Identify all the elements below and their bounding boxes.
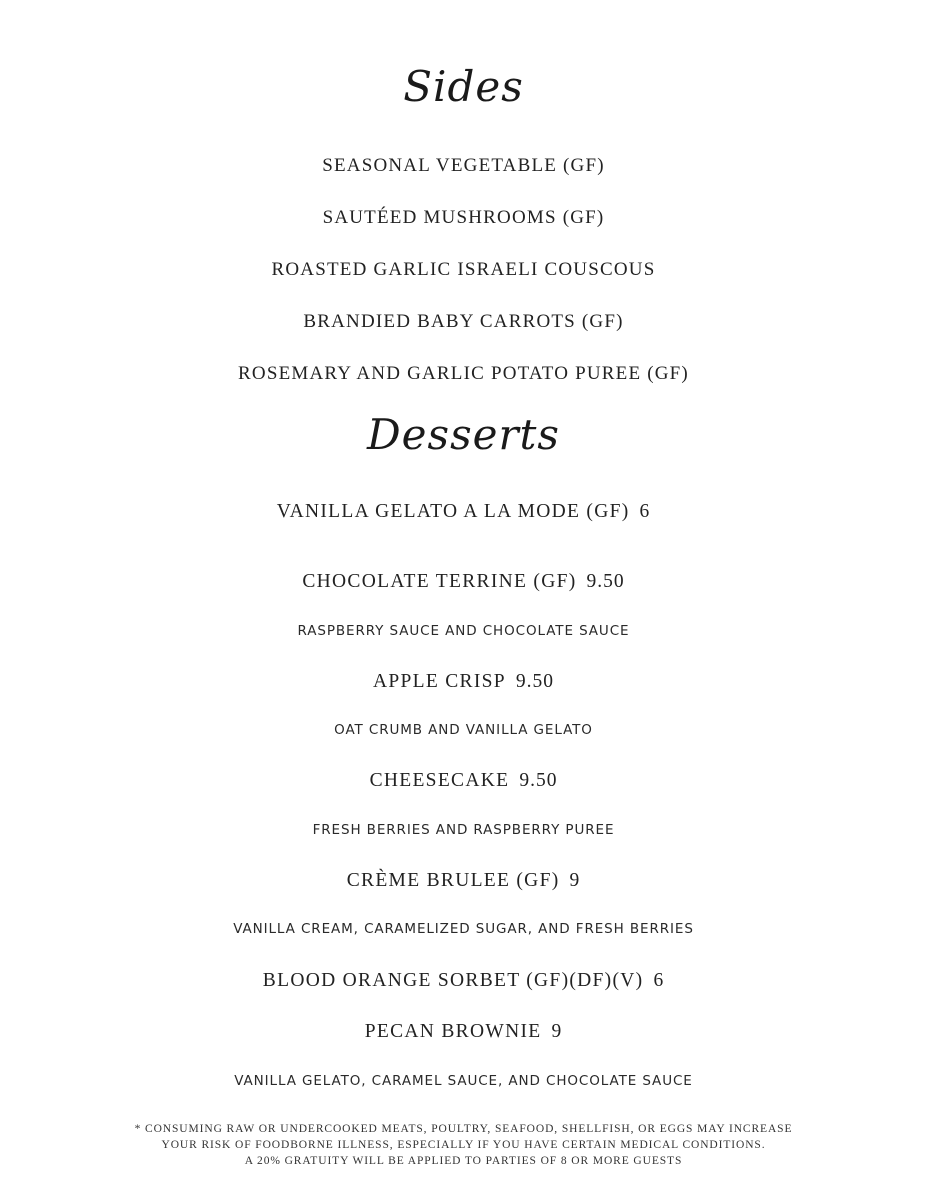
side-item: SAUTÉED MUSHROOMS (GF) bbox=[322, 207, 605, 228]
dessert-item bbox=[0, 501, 927, 523]
dessert-price: 9.50 bbox=[586, 571, 625, 592]
sides-heading: Sides bbox=[403, 62, 524, 111]
disclaimer-line: * CONSUMING RAW OR UNDERCOOKED MEATS, POULTRY, SEAFOOD, SHELLFISH, OR EGGS MAY INCREASE bbox=[134, 1123, 793, 1135]
dessert-price: 9.50 bbox=[519, 770, 558, 791]
dessert-item bbox=[0, 671, 927, 693]
dessert-price: 9.50 bbox=[515, 671, 555, 692]
desserts-heading: Desserts bbox=[366, 410, 560, 459]
side-item: SEASONAL VEGETABLE (GF) bbox=[322, 155, 605, 176]
disclaimer bbox=[0, 1121, 927, 1169]
side-item: ROASTED GARLIC ISRAELI COUSCOUS bbox=[271, 259, 656, 280]
dessert-price: 6 bbox=[653, 970, 665, 991]
dessert-name: VANILLA GELATO A LA MODE (GF) bbox=[276, 501, 630, 522]
dessert-item bbox=[0, 770, 927, 792]
dessert-item bbox=[0, 1021, 927, 1043]
dessert-description: OAT CRUMB AND VANILLA GELATO bbox=[334, 722, 593, 738]
side-item: BRANDIED BABY CARROTS (GF) bbox=[303, 311, 624, 332]
dessert-item bbox=[0, 870, 927, 892]
dessert-description: VANILLA CREAM, CARAMELIZED SUGAR, AND FRESH BERRIES bbox=[233, 921, 694, 937]
dessert-name: BLOOD ORANGE SORBET (GF)(DF)(V) bbox=[262, 970, 644, 991]
dessert-price: 9 bbox=[551, 1021, 563, 1042]
disclaimer-line: YOUR RISK OF FOODBORNE ILLNESS, ESPECIALLY IF YOU HAVE CERTAIN MEDICAL CONDITIONS. bbox=[161, 1139, 766, 1151]
dessert-price: 9 bbox=[569, 870, 581, 891]
dessert-name: CHEESECAKE bbox=[369, 770, 510, 791]
dessert-description: VANILLA GELATO, CARAMEL SAUCE, AND CHOCOLATE SAUCE bbox=[234, 1073, 693, 1089]
side-item: ROSEMARY AND GARLIC POTATO PUREE (GF) bbox=[238, 363, 689, 384]
dessert-description: FRESH BERRIES AND RASPBERRY PUREE bbox=[312, 822, 615, 838]
disclaimer-line: A 20% GRATUITY WILL BE APPLIED TO PARTIES OF 8 OR MORE GUESTS bbox=[244, 1155, 683, 1167]
dessert-item bbox=[0, 571, 927, 593]
dessert-name: PECAN BROWNIE bbox=[364, 1021, 542, 1042]
dessert-price: 6 bbox=[639, 501, 651, 522]
dessert-name: APPLE CRISP bbox=[372, 671, 506, 692]
dessert-description: RASPBERRY SAUCE AND CHOCOLATE SAUCE bbox=[297, 623, 630, 639]
dessert-name: CRÈME BRULEE (GF) bbox=[346, 870, 560, 891]
dessert-name: CHOCOLATE TERRINE (GF) bbox=[302, 571, 577, 592]
dessert-item bbox=[0, 970, 927, 992]
